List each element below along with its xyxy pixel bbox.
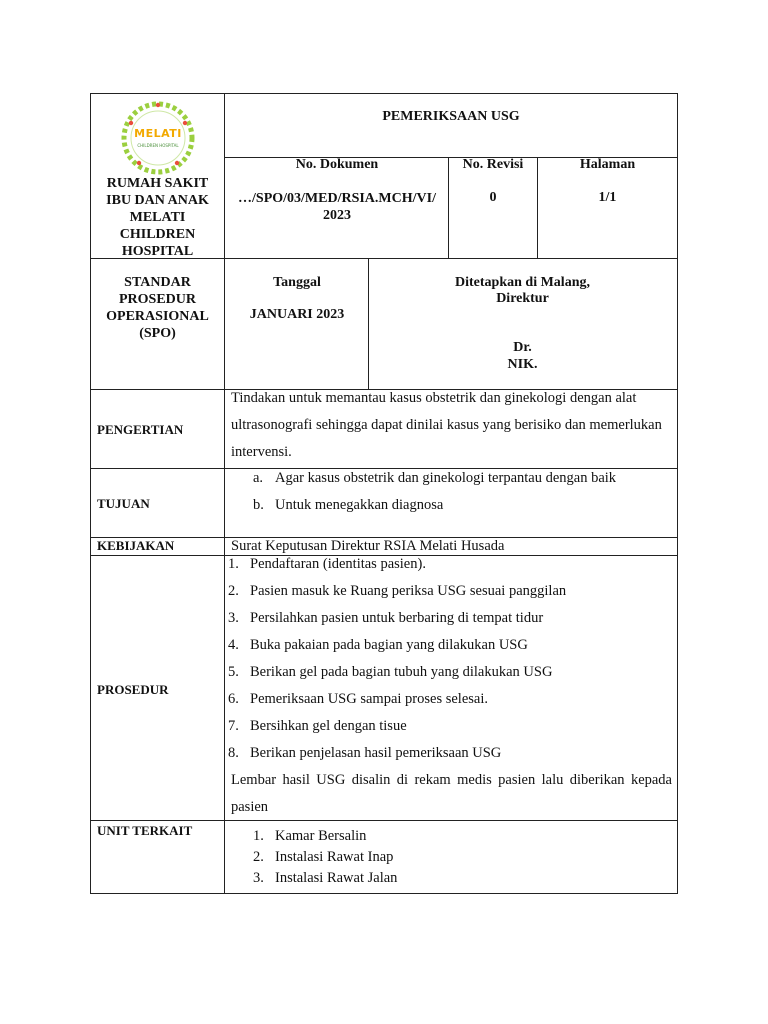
revision-label: No. Revisi [462,157,524,172]
list-marker: 2. [253,849,264,865]
doc-number-label: No. Dokumen [295,157,379,172]
list-text: Pemeriksaan USG sampai proses selesai. [250,691,488,707]
list-item [253,492,673,519]
list-item [228,632,672,659]
list-marker: a. [253,470,264,486]
page-value: 1/1 [598,190,617,205]
list-text: Agar kasus obstetrik dan ginekologi terpantau dengan baik [275,470,617,486]
list-text: Untuk menegakkan diagnosa [275,497,444,513]
list-item [253,868,673,889]
list-marker: 8. [228,745,239,761]
unit-list [253,826,673,889]
list-item [228,551,672,578]
logo-text: MELATI [134,127,182,140]
list-marker: 1. [253,828,264,844]
list-text: Instalasi Rawat Jalan [275,870,398,886]
list-marker: 4. [228,637,239,653]
list-marker: 2. [228,583,239,599]
list-item [228,605,672,632]
director-title: Direktur [496,291,549,306]
list-text: Berikan gel pada bagian tubuh yang dilakukan USG [250,664,553,680]
list-marker: 3. [228,610,239,626]
list-text: Berikan penjelasan hasil pemeriksaan USG [250,745,502,761]
list-item [253,847,673,868]
list-item [228,740,672,767]
list-text: Instalasi Rawat Inap [275,849,394,865]
spo-label: STANDAR PROSEDUR OPERASIONAL (SPO) [106,275,209,341]
logo-subtext: CHILDREN HOSPITAL [137,143,179,148]
list-marker: 1. [228,556,239,572]
tujuan-label: TUJUAN [97,496,150,511]
page-label: Halaman [579,157,636,172]
kebijakan-text: Surat Keputusan Direktur RSIA Melati Husada [231,538,505,554]
rule [224,93,225,894]
document-title: PEMERIKSAAN USG [382,109,520,124]
unit-label: UNIT TERKAIT [97,823,193,838]
rule [677,93,678,894]
list-text: Bersihkan gel dengan tisue [250,718,407,734]
list-item [253,465,673,492]
list-item [228,686,672,713]
rule [90,93,678,94]
doc-number-value: …/SPO/03/MED/RSIA.MCH/VI/ 2023 [238,191,436,223]
list-item [228,578,672,605]
list-marker: 7. [228,718,239,734]
director-name: Dr. [513,340,532,355]
list-marker: 6. [228,691,239,707]
rule [90,893,678,894]
hospital-name: RUMAH SAKIT IBU DAN ANAK MELATI CHILDREN HOSPITAL [106,176,209,259]
date-label: Tanggal [273,275,321,290]
list-item [228,713,672,740]
pengertian-text: Tindakan untuk memantau kasus obstetrik dan ginekologi dengan alat ultrasonografi sehingga dapat dinilai kasus yang berisiko dan memerlukan intervensi. [231,390,662,460]
list-item [253,826,673,847]
list-marker: b. [253,497,264,513]
date-value: JANUARI 2023 [249,307,345,322]
list-marker: 3. [253,870,264,886]
prosedur-note: Lembar hasil USG disalin di rekam medis pasien lalu diberikan kepada pasien [231,772,672,815]
tujuan-list [253,465,673,519]
list-text: Pasien masuk ke Ruang periksa USG sesuai panggilan [250,583,567,599]
list-text: Kamar Bersalin [275,828,367,844]
hospital-logo [119,99,197,177]
set-at: Ditetapkan di Malang, [455,275,590,290]
list-item [228,659,672,686]
list-text: Buka pakaian pada bagian yang dilakukan USG [250,637,528,653]
list-text: Pendaftaran (identitas pasien). [250,556,426,572]
prosedur-list [228,551,672,821]
list-marker: 5. [228,664,239,680]
prosedur-label: PROSEDUR [97,682,169,697]
rule [90,93,91,894]
kebijakan-label: KEBIJAKAN [97,538,175,553]
director-nik: NIK. [507,357,538,372]
pengertian-label: PENGERTIAN [97,422,184,437]
list-text: Persilahkan pasien untuk berbaring di tempat tidur [250,610,544,626]
revision-value: 0 [489,190,497,205]
